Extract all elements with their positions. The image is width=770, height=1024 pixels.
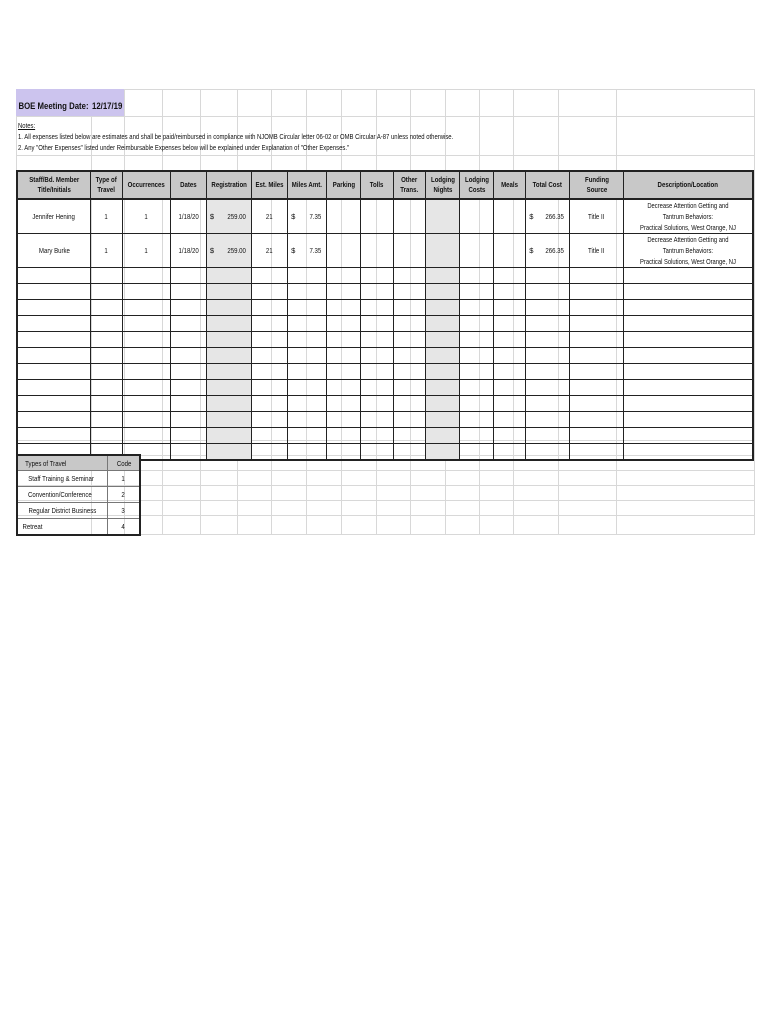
blank-cell[interactable]	[460, 412, 494, 428]
blank-cell[interactable]	[460, 444, 494, 461]
table-row	[17, 284, 753, 300]
blank-cell[interactable]	[426, 444, 460, 461]
cell-other[interactable]	[393, 199, 425, 234]
blank-cell[interactable]	[288, 316, 327, 332]
blank-cell[interactable]	[570, 364, 624, 380]
col-tolls-header: Tolls	[360, 171, 393, 199]
blank-cell[interactable]	[90, 428, 122, 444]
blank-cell[interactable]	[393, 428, 425, 444]
cell-miles-amt[interactable]: $ 7.35	[288, 234, 327, 268]
blank-cell[interactable]	[526, 396, 570, 412]
boe-meeting-date: 12/17/19	[92, 101, 123, 112]
blank-cell[interactable]	[326, 316, 360, 332]
blank-cell[interactable]	[493, 412, 525, 428]
travel-type-label: Staff Training & Seminar	[17, 471, 107, 487]
table-row	[17, 199, 753, 234]
blank-cell[interactable]	[460, 396, 494, 412]
blank-cell[interactable]	[252, 428, 288, 444]
blank-cell[interactable]	[493, 300, 525, 316]
blank-cell[interactable]	[90, 300, 122, 316]
blank-cell[interactable]	[123, 316, 170, 332]
table-row	[17, 332, 753, 348]
blank-cell[interactable]	[123, 284, 170, 300]
blank-cell[interactable]	[326, 412, 360, 428]
blank-cell[interactable]	[526, 348, 570, 364]
blank-cell[interactable]	[624, 412, 753, 428]
blank-cell[interactable]	[624, 364, 753, 380]
blank-cell[interactable]	[252, 412, 288, 428]
table-row	[17, 364, 753, 380]
blank-cell[interactable]	[206, 300, 251, 316]
cell-tolls[interactable]	[360, 199, 393, 234]
blank-cell[interactable]	[393, 268, 425, 284]
blank-cell[interactable]	[288, 396, 327, 412]
col-est-miles-header: Est. Miles	[252, 171, 288, 199]
blank-cell[interactable]	[624, 428, 753, 444]
blank-cell[interactable]	[570, 380, 624, 396]
blank-cell[interactable]	[360, 300, 393, 316]
blank-cell[interactable]	[90, 284, 122, 300]
boe-meeting-row	[16, 89, 754, 116]
blank-cell[interactable]	[288, 268, 327, 284]
blank-cell[interactable]	[288, 380, 327, 396]
blank-cell[interactable]	[393, 412, 425, 428]
blank-cell[interactable]	[326, 300, 360, 316]
blank-cell[interactable]	[17, 284, 90, 300]
blank-cell[interactable]	[624, 380, 753, 396]
blank-cell[interactable]	[170, 316, 206, 332]
blank-cell[interactable]	[17, 364, 90, 380]
blank-cell[interactable]	[288, 428, 327, 444]
cell-parking[interactable]	[326, 234, 360, 268]
col-lodging-nights-header: Lodging Nights	[426, 171, 460, 199]
blank-cell[interactable]	[288, 444, 327, 461]
blank-cell[interactable]	[570, 332, 624, 348]
travel-type-label: Regular District Business	[17, 503, 107, 519]
blank-cell[interactable]	[460, 332, 494, 348]
blank-cell[interactable]	[360, 284, 393, 300]
blank-cell[interactable]	[393, 332, 425, 348]
cell-funding[interactable]: Title II	[570, 234, 624, 268]
blank-cell[interactable]	[526, 364, 570, 380]
cell-occurrences[interactable]: 1	[123, 234, 170, 268]
cell-type[interactable]: 1	[90, 234, 122, 268]
blank-cell[interactable]	[170, 284, 206, 300]
blank-cell[interactable]	[206, 284, 251, 300]
blank-cell[interactable]	[170, 364, 206, 380]
cell-parking[interactable]	[326, 199, 360, 234]
blank-cell[interactable]	[170, 380, 206, 396]
blank-cell[interactable]	[326, 268, 360, 284]
blank-cell[interactable]	[326, 332, 360, 348]
blank-cell[interactable]	[123, 380, 170, 396]
travel-type-code: 4	[107, 519, 140, 536]
blank-cell[interactable]	[393, 364, 425, 380]
cell-miles-amt[interactable]: $ 7.35	[288, 199, 327, 234]
blank-cell[interactable]	[526, 332, 570, 348]
blank-cell[interactable]	[326, 364, 360, 380]
blank-cell[interactable]	[570, 428, 624, 444]
blank-cell[interactable]	[17, 348, 90, 364]
table-row	[17, 396, 753, 412]
notes-block	[18, 120, 576, 153]
blank-cell[interactable]	[426, 380, 460, 396]
blank-cell[interactable]	[460, 380, 494, 396]
col-type-header: Type of Travel	[90, 171, 122, 199]
blank-cell[interactable]	[206, 268, 251, 284]
blank-cell[interactable]	[624, 316, 753, 332]
blank-cell[interactable]	[170, 348, 206, 364]
blank-cell[interactable]	[493, 284, 525, 300]
notes-title: Notes:	[18, 121, 36, 130]
blank-cell[interactable]	[426, 412, 460, 428]
blank-cell[interactable]	[123, 268, 170, 284]
blank-cell[interactable]	[570, 348, 624, 364]
blank-cell[interactable]	[426, 284, 460, 300]
col-description-header: Description/Location	[624, 171, 753, 199]
blank-cell[interactable]	[170, 332, 206, 348]
types-header-code: Code	[107, 455, 140, 471]
blank-cell[interactable]	[17, 428, 90, 444]
col-other-header: Other Trans.	[393, 171, 425, 199]
blank-cell[interactable]	[252, 332, 288, 348]
blank-cell[interactable]	[288, 412, 327, 428]
blank-cell[interactable]	[393, 444, 425, 461]
blank-cell[interactable]	[493, 348, 525, 364]
travel-type-code: 3	[107, 503, 140, 519]
blank-cell[interactable]	[252, 364, 288, 380]
travel-type-label: Convention/Conference	[17, 487, 107, 503]
blank-cell[interactable]	[252, 444, 288, 461]
blank-cell[interactable]	[17, 300, 90, 316]
blank-cell[interactable]	[17, 332, 90, 348]
cell-type[interactable]: 1	[90, 199, 122, 234]
types-header-label: Types of Travel	[17, 455, 107, 471]
blank-cell[interactable]	[360, 444, 393, 461]
blank-cell[interactable]	[493, 316, 525, 332]
blank-cell[interactable]	[90, 268, 122, 284]
blank-cell[interactable]	[360, 412, 393, 428]
blank-cell[interactable]	[90, 332, 122, 348]
cell-other[interactable]	[393, 234, 425, 268]
blank-cell[interactable]	[326, 444, 360, 461]
list-item	[17, 471, 140, 487]
blank-cell[interactable]	[624, 444, 753, 461]
col-registration-header: Registration	[206, 171, 251, 199]
blank-cell[interactable]	[526, 300, 570, 316]
blank-cell[interactable]	[393, 316, 425, 332]
blank-cell[interactable]	[526, 284, 570, 300]
types-header-row	[17, 455, 140, 471]
blank-cell[interactable]	[570, 268, 624, 284]
table-row	[17, 316, 753, 332]
cell-est-miles[interactable]: 21	[252, 234, 288, 268]
blank-cell[interactable]	[570, 284, 624, 300]
blank-cell[interactable]	[624, 396, 753, 412]
blank-cell[interactable]	[123, 332, 170, 348]
blank-cell[interactable]	[252, 380, 288, 396]
blank-cell[interactable]	[17, 316, 90, 332]
table-row	[17, 412, 753, 428]
cell-staff[interactable]: Jennifer Hening	[17, 199, 90, 234]
table-row	[17, 348, 753, 364]
cell-lodging-costs[interactable]	[460, 199, 494, 234]
blank-cell[interactable]	[393, 380, 425, 396]
col-dates-header: Dates	[170, 171, 206, 199]
blank-cell[interactable]	[90, 380, 122, 396]
cell-dates[interactable]: 1/18/20	[170, 199, 206, 234]
blank-cell[interactable]	[206, 332, 251, 348]
blank-cell[interactable]	[460, 428, 494, 444]
col-lodging-costs-header: Lodging Costs	[460, 171, 494, 199]
blank-cell[interactable]	[570, 316, 624, 332]
blank-cell[interactable]	[460, 268, 494, 284]
blank-cell[interactable]	[90, 348, 122, 364]
blank-cell[interactable]	[170, 300, 206, 316]
blank-cell[interactable]	[90, 412, 122, 428]
cell-staff[interactable]: Mary Burke	[17, 234, 90, 268]
blank-cell[interactable]	[326, 380, 360, 396]
blank-cell[interactable]	[206, 396, 251, 412]
table-row	[17, 300, 753, 316]
col-occurrences-header: Occurrences	[123, 171, 170, 199]
blank-cell[interactable]	[326, 428, 360, 444]
table-row	[17, 234, 753, 268]
travel-expense-table	[16, 170, 754, 461]
note-line-2: 2. Any "Other Expenses" listed under Reimbursable Expenses below will be explained under Explanation of "Other Expenses."	[18, 143, 350, 152]
cell-description[interactable]: Decrease Attention Getting and Tantrum Behaviors: Practical Solutions, West Orange, NJ	[624, 199, 753, 234]
blank-cell[interactable]	[426, 428, 460, 444]
blank-cell[interactable]	[360, 380, 393, 396]
blank-cell[interactable]	[393, 348, 425, 364]
blank-cell[interactable]	[17, 380, 90, 396]
blank-cell[interactable]	[206, 316, 251, 332]
blank-cell[interactable]	[460, 300, 494, 316]
blank-cell[interactable]	[252, 316, 288, 332]
blank-cell[interactable]	[393, 300, 425, 316]
blank-cell[interactable]	[570, 396, 624, 412]
types-of-travel-table	[16, 454, 141, 536]
col-parking-header: Parking	[326, 171, 360, 199]
blank-cell[interactable]	[326, 284, 360, 300]
blank-cell[interactable]	[460, 284, 494, 300]
blank-cell[interactable]	[570, 412, 624, 428]
table-row	[17, 380, 753, 396]
blank-cell[interactable]	[170, 412, 206, 428]
col-meals-header: Meals	[493, 171, 525, 199]
blank-cell[interactable]	[288, 364, 327, 380]
travel-type-code: 2	[107, 487, 140, 503]
blank-cell[interactable]	[326, 348, 360, 364]
blank-cell[interactable]	[170, 444, 206, 461]
blank-cell[interactable]	[493, 444, 525, 461]
cell-lodging-nights[interactable]	[426, 234, 460, 268]
travel-type-label: Retreat	[17, 519, 107, 536]
blank-cell[interactable]	[493, 332, 525, 348]
blank-cell[interactable]	[570, 300, 624, 316]
blank-cell[interactable]	[206, 364, 251, 380]
cell-meals[interactable]	[493, 234, 525, 268]
blank-cell[interactable]	[624, 268, 753, 284]
cell-tolls[interactable]	[360, 234, 393, 268]
boe-meeting-label: BOE Meeting Date:	[16, 89, 105, 116]
col-staff-header: Staff/Bd. Member Title/Initials	[17, 171, 90, 199]
blank-cell[interactable]	[526, 316, 570, 332]
cell-funding[interactable]: Title II	[570, 199, 624, 234]
blank-cell[interactable]	[123, 348, 170, 364]
blank-cell[interactable]	[17, 396, 90, 412]
blank-cell[interactable]	[123, 300, 170, 316]
blank-cell[interactable]	[426, 364, 460, 380]
blank-cell[interactable]	[170, 428, 206, 444]
blank-cell[interactable]	[288, 348, 327, 364]
list-item	[17, 519, 140, 536]
col-total-header: Total Cost	[526, 171, 570, 199]
blank-cell[interactable]	[123, 412, 170, 428]
cell-lodging-nights[interactable]	[426, 199, 460, 234]
blank-cell[interactable]	[252, 396, 288, 412]
cell-total[interactable]: $ 266.35	[526, 199, 570, 234]
blank-cell[interactable]	[123, 364, 170, 380]
blank-cell[interactable]	[206, 380, 251, 396]
blank-cell[interactable]	[493, 268, 525, 284]
blank-cell[interactable]	[526, 428, 570, 444]
blank-cell[interactable]	[288, 284, 327, 300]
blank-cell[interactable]	[493, 380, 525, 396]
blank-cell[interactable]	[17, 412, 90, 428]
cell-registration[interactable]: $ 259.00	[206, 234, 251, 268]
blank-cell[interactable]	[90, 364, 122, 380]
blank-cell[interactable]	[570, 444, 624, 461]
blank-cell[interactable]	[17, 268, 90, 284]
blank-cell[interactable]	[326, 396, 360, 412]
blank-cell[interactable]	[460, 316, 494, 332]
blank-cell[interactable]	[493, 428, 525, 444]
blank-cell[interactable]	[90, 396, 122, 412]
cell-dates[interactable]: 1/18/20	[170, 234, 206, 268]
blank-cell[interactable]	[460, 348, 494, 364]
blank-cell[interactable]	[493, 396, 525, 412]
blank-cell[interactable]	[526, 412, 570, 428]
blank-cell[interactable]	[170, 396, 206, 412]
blank-cell[interactable]	[123, 428, 170, 444]
blank-cell[interactable]	[360, 396, 393, 412]
blank-cell[interactable]	[206, 412, 251, 428]
list-item	[17, 487, 140, 503]
blank-cell[interactable]	[526, 268, 570, 284]
blank-cell[interactable]	[360, 348, 393, 364]
cell-est-miles[interactable]: 21	[252, 199, 288, 234]
blank-cell[interactable]	[360, 316, 393, 332]
blank-cell[interactable]	[426, 348, 460, 364]
list-item	[17, 503, 140, 519]
blank-cell[interactable]	[170, 268, 206, 284]
cell-total[interactable]: $ 266.35	[526, 234, 570, 268]
table-header-row	[17, 171, 753, 199]
cell-description[interactable]: Decrease Attention Getting and Tantrum Behaviors: Practical Solutions, West Orange, NJ	[624, 234, 753, 268]
blank-cell[interactable]	[90, 316, 122, 332]
blank-cell[interactable]	[360, 428, 393, 444]
blank-cell[interactable]	[426, 396, 460, 412]
blank-cell[interactable]	[288, 332, 327, 348]
blank-cell[interactable]	[460, 364, 494, 380]
table-row	[17, 428, 753, 444]
blank-cell[interactable]	[252, 284, 288, 300]
table-row	[17, 268, 753, 284]
blank-cell[interactable]	[624, 284, 753, 300]
blank-cell[interactable]	[252, 268, 288, 284]
blank-cell[interactable]	[493, 364, 525, 380]
blank-cell[interactable]	[360, 268, 393, 284]
blank-cell[interactable]	[624, 300, 753, 316]
col-funding-header: Funding Source	[570, 171, 624, 199]
cell-lodging-costs[interactable]	[460, 234, 494, 268]
cell-occurrences[interactable]: 1	[123, 199, 170, 234]
blank-cell[interactable]	[624, 332, 753, 348]
blank-cell[interactable]	[624, 348, 753, 364]
col-miles-amt-header: Miles Amt.	[288, 171, 327, 199]
blank-cell[interactable]	[206, 348, 251, 364]
blank-cell[interactable]	[252, 300, 288, 316]
travel-type-code: 1	[107, 471, 140, 487]
blank-cell[interactable]	[526, 380, 570, 396]
blank-cell[interactable]	[526, 444, 570, 461]
blank-cell[interactable]	[252, 348, 288, 364]
note-line-1: 1. All expenses listed below are estimates and shall be paid/reimbursed in compliance with NJOMB Circular letter 06-02 or OMB Circular A-87 unless noted otherwise.	[18, 132, 454, 141]
cell-meals[interactable]	[493, 199, 525, 234]
blank-cell[interactable]	[426, 268, 460, 284]
blank-cell[interactable]	[393, 396, 425, 412]
blank-cell[interactable]	[123, 396, 170, 412]
blank-cell[interactable]	[288, 300, 327, 316]
blank-cell[interactable]	[360, 332, 393, 348]
blank-cell[interactable]	[426, 300, 460, 316]
blank-cell[interactable]	[206, 428, 251, 444]
blank-cell[interactable]	[426, 316, 460, 332]
cell-registration[interactable]: $ 259.00	[206, 199, 251, 234]
blank-cell[interactable]	[393, 284, 425, 300]
blank-cell[interactable]	[360, 364, 393, 380]
blank-cell[interactable]	[206, 444, 251, 461]
blank-cell[interactable]	[426, 332, 460, 348]
